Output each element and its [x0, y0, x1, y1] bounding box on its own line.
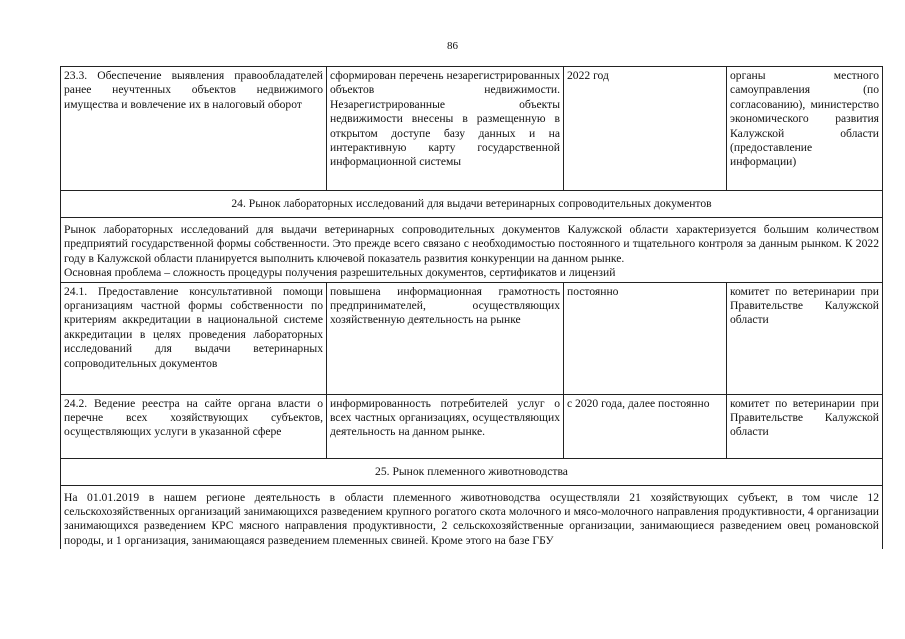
result-cell: информированность потребителей услуг о всех частных организациях, осуществляющих деятельность на данном рынке.	[327, 394, 564, 458]
section-24-header-row	[61, 191, 883, 218]
responsible-cell: комитет по ветеринарии при Правительстве Калужской области	[727, 394, 883, 458]
table-row-23-3	[61, 67, 883, 191]
measure-cell: 24.1. Предоставление консультативной помощи организациям частной формы собственности по критериям аккредитации в национальной системе аккредитации в целях проведения лабораторных исследований для выдачи ветеринарных сопроводительных документов	[61, 282, 327, 394]
result-cell: повышена информационная грамотность предпринимателей, осуществляющих хозяйственную деятельность на рынке	[327, 282, 564, 394]
section-24-description-cell	[61, 218, 883, 283]
table-row-24-1	[61, 282, 883, 394]
page-number: 86	[447, 40, 458, 52]
responsible-cell: комитет по ветеринарии при Правительстве Калужской области	[727, 282, 883, 394]
section-24-title: 24. Рынок лабораторных исследований для выдачи ветеринарных сопроводительных документов	[61, 191, 883, 218]
section-24-description-row	[61, 218, 883, 283]
section-25-title: 25. Рынок племенного животноводства	[61, 458, 883, 485]
deadline-cell: с 2020 года, далее постоянно	[564, 394, 727, 458]
responsible-cell: органы местного самоуправления (по согласованию), министерство экономического развития Калужской области (предоставление информации)	[727, 67, 883, 191]
result-cell: сформирован перечень незарегистрированных объектов недвижимости. Незарегистрированные объекты недвижимости внесены в размещенную в открытом доступе базу данных и на интерактивную карту государственной информационной системы	[327, 67, 564, 191]
section-25-description: На 01.01.2019 в нашем регионе деятельность в области племенного животноводства осуществляли 21 хозяйствующих субъект, в том числе 12 сельскохозяйственных организаций занимающихся разведением крупного рогатого скота молочного и мясо-молочного направления продуктивности, 4 организации занимающихся разведением КРС мясного направления продуктивности, 2 сельскохозяйственные организации, занимающиеся разведением овец романовской породы, и 1 организация, занимающаяся разведением племенных свиней. Кроме этого на базе ГБУ	[61, 485, 883, 549]
section-25-description-row	[61, 485, 883, 549]
deadline-cell: постоянно	[564, 282, 727, 394]
measures-table	[60, 66, 883, 549]
measure-cell: 24.2. Ведение реестра на сайте органа власти о перечне всех хозяйствующих субъектов, осуществляющих услуги в указанной сфере	[61, 394, 327, 458]
section-24-problem: Основная проблема – сложность процедуры получения разрешительных документов, сертификатов и лицензий	[64, 266, 616, 280]
table-row-24-2	[61, 394, 883, 458]
section-24-description: Рынок лабораторных исследований для выдачи ветеринарных сопроводительных документов Калужской области характеризуется большим количеством предприятий государственной формы собственности. Это прежде всего связано с необходимостью постоянного и тщательного контроля за данным рынком. К 2022 году в Калужской области планируется выполнить ключевой показатель развития конкуренции на данном рынке.	[64, 223, 879, 265]
section-25-header-row	[61, 458, 883, 485]
measure-cell: 23.3. Обеспечение выявления правообладателей ранее неучтенных объектов недвижимого имущества и вовлечение их в налоговый оборот	[61, 67, 327, 191]
deadline-cell: 2022 год	[564, 67, 727, 191]
